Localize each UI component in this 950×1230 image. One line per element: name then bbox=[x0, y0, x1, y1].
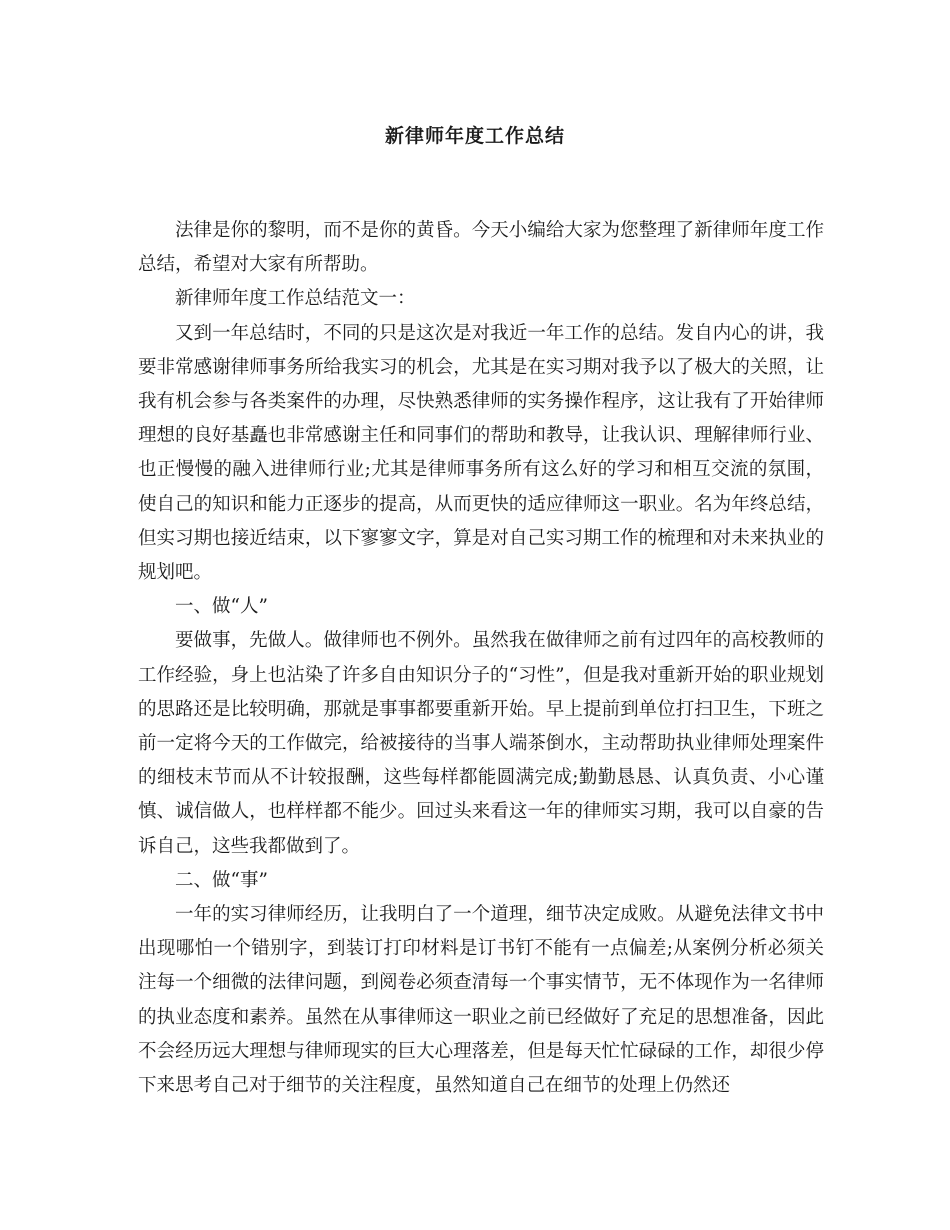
section-heading-ren: 一、做“人” bbox=[175, 596, 268, 618]
document-title: 新律师年度工作总结 bbox=[384, 125, 565, 147]
body-paragraph: 要做事，先做人。做律师也不例外。虽然我在做律师之前有过四年的高校教师的工作经验，身上也沾染了许多自由知识分子的“习性”，但是我对重新开始的职业规划的思路还是比较明确，那就是事事都要重新开始。早上提前到单位打扫卫生，下班之前一定将今天的工作做完，给被接待的当事人端茶倒水，主动帮助执业律师处理案件的细枝末节而从不计较报酬，这些每样都能圆满完成;勤勤恳恳、认真负责、小心谨慎、诚信做人，也样样都不能少。回过头来看这一年的律师实习期，我可以自豪的告诉自己，这些我都做到了。 bbox=[138, 630, 824, 857]
document-body bbox=[138, 214, 824, 1103]
body-paragraph: 又到一年总结时，不同的只是这次是对我近一年工作的总结。发自内心的讲，我要非常感谢律师事务所给我实习的机会，尤其是在实习期对我予以了极大的关照，让我有机会参与各类案件的办理，尽快熟悉律师的实务操作程序，这让我有了开始律师理想的良好基矗也非常感谢主任和同事们的帮助和教导，让我认识、理解律师行业、也正慢慢的融入进律师行业;尤其是律师事务所有这么好的学习和相互交流的氛围，使自己的知识和能力正逐步的提高，从而更快的适应律师这一职业。名为年终总结，但实习期也接近结束，以下寥寥文字，算是对自己实习期工作的梳理和对未来执业的规划吧。 bbox=[138, 322, 824, 584]
sample-heading: 新律师年度工作总结范文一： bbox=[175, 288, 416, 310]
section-heading-shi: 二、做“事” bbox=[175, 869, 268, 891]
body-paragraph: 一年的实习律师经历，让我明白了一个道理，细节决定成败。从避免法律文书中出现哪怕一个错别字，到装订打印材料是订书钉不能有一点偏差;从案例分析必须关注每一个细微的法律问题，到阅卷必须查清每一个事实情节，无不体现作为一名律师的执业态度和素养。虽然在从事律师这一职业之前已经做好了充足的思想准备，因此不会经历远大理想与律师现实的巨大心理落差，但是每天忙忙碌碌的工作，却很少停下来思考自己对于细节的关注程度，虽然知道自己在细节的处理上仍然还 bbox=[138, 904, 824, 1097]
intro-paragraph: 法律是你的黎明，而不是你的黄昏。今天小编给大家为您整理了新律师年度工作总结，希望对大家有所帮助。 bbox=[138, 220, 824, 276]
